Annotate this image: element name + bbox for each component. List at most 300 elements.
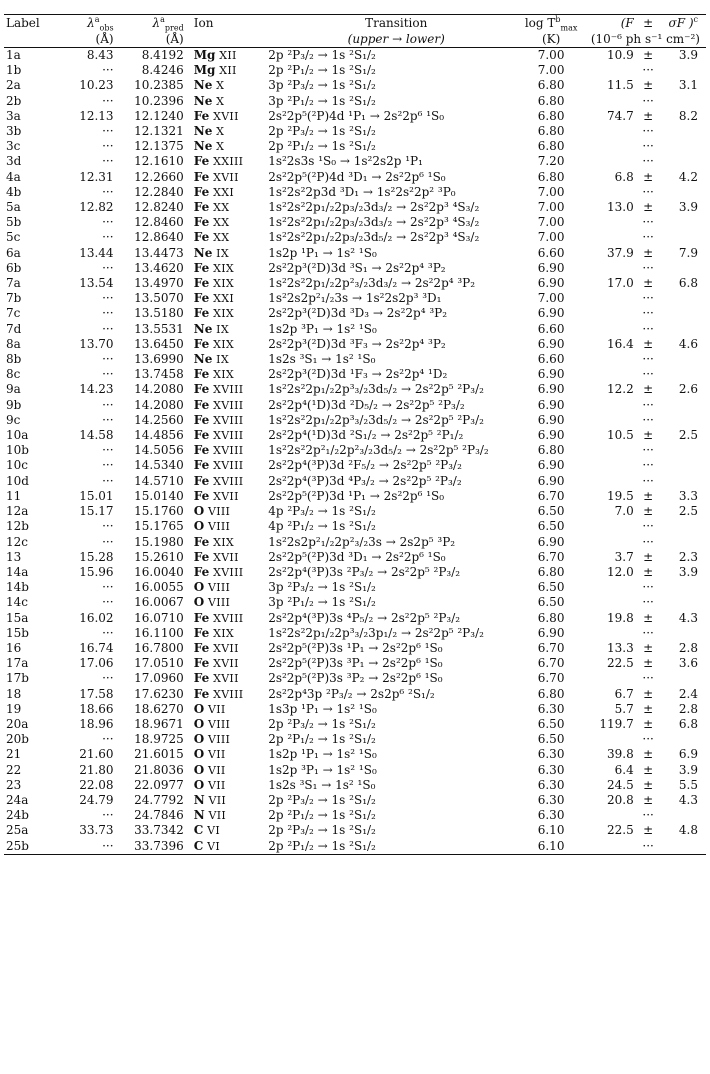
row-lambda-pred: 12.1240 xyxy=(134,108,184,123)
row-ion xyxy=(188,595,266,610)
row-log-tmax: 7.00 xyxy=(537,200,565,215)
row-label: 10c xyxy=(6,458,28,473)
row-lambda-pred: 13.6990 xyxy=(134,352,184,367)
ion-stage: XVIII xyxy=(213,474,244,488)
ion-element: Ne xyxy=(193,78,213,93)
row-plusminus: ··· xyxy=(642,732,654,747)
row-ion xyxy=(188,732,266,747)
row-lambda-pred: 12.1321 xyxy=(134,124,184,139)
row-plusminus: ± xyxy=(643,640,654,655)
row-sigma-flux xyxy=(661,322,707,337)
row-lambda-pred: 33.7396 xyxy=(134,838,184,853)
row-plusminus: ± xyxy=(643,200,654,215)
row-transition: 2s²2p⁴(¹D)3d ²S₁/₂ → 2s²2p⁵ ²P₁/₂ xyxy=(268,428,464,443)
row-plusminus: ··· xyxy=(642,397,654,412)
row-lambda-obs: ··· xyxy=(102,367,114,382)
ion-stage: XVIII xyxy=(213,459,244,473)
row-lambda-obs: ··· xyxy=(102,595,114,610)
row-transition: 2s²2p³(²D)3d ¹F₃ → 2s²2p⁴ ¹D₂ xyxy=(268,367,448,382)
ion-element: O xyxy=(193,732,205,747)
row-flux: 22.5 xyxy=(607,823,634,838)
table-row xyxy=(4,808,706,823)
row-lambda-obs: 22.08 xyxy=(79,777,114,792)
row-ion xyxy=(188,215,266,230)
row-lambda-obs: ··· xyxy=(102,321,114,336)
table-row xyxy=(4,382,706,397)
row-log-tmax: 6.30 xyxy=(537,701,565,716)
ion-element: Fe xyxy=(193,412,210,427)
row-ion xyxy=(188,519,266,534)
row-sigma-flux: 6.8 xyxy=(678,716,698,731)
ion-element: Ne xyxy=(193,352,213,367)
row-plusminus: ± xyxy=(643,428,654,443)
row-lambda-pred: 13.6450 xyxy=(134,336,184,351)
row-lambda-pred: 15.0140 xyxy=(134,488,184,503)
ion-stage: VII xyxy=(208,748,226,762)
row-lambda-pred: 18.6270 xyxy=(134,701,184,716)
row-transition: 1s2p ¹P₁ → 1s² ¹S₀ xyxy=(268,747,377,762)
row-lambda-pred: 10.2385 xyxy=(134,78,184,93)
row-label: 9c xyxy=(6,412,21,427)
row-lambda-obs: ··· xyxy=(102,154,114,169)
table-row xyxy=(4,322,706,337)
ion-element: Fe xyxy=(193,291,210,306)
ion-stage: XIX xyxy=(213,277,234,291)
ion-element: Fe xyxy=(193,230,210,245)
row-label: 9a xyxy=(6,382,21,397)
row-lambda-obs: 14.58 xyxy=(79,428,114,443)
row-flux xyxy=(578,580,636,595)
ion-stage: XIX xyxy=(213,337,234,351)
row-label: 1b xyxy=(6,63,22,78)
table-row xyxy=(4,246,706,261)
table-row xyxy=(4,626,706,641)
ion-stage: XXI xyxy=(213,292,234,306)
row-label: 10a xyxy=(6,428,29,443)
row-lambda-obs: 17.06 xyxy=(79,656,114,671)
row-lambda-obs: ··· xyxy=(102,534,114,549)
row-lambda-obs: ··· xyxy=(102,230,114,245)
row-ion xyxy=(188,170,266,185)
row-lambda-obs: ··· xyxy=(102,93,114,108)
row-plusminus: ··· xyxy=(642,625,654,640)
table-row xyxy=(4,732,706,747)
row-transition: 1s2s ³S₁ → 1s² ¹S₀ xyxy=(268,352,376,367)
row-label: 18 xyxy=(6,686,22,701)
row-lambda-obs: 33.73 xyxy=(79,823,114,838)
row-ion xyxy=(188,322,266,337)
row-ion xyxy=(188,291,266,306)
ion-stage: XVIII xyxy=(213,398,244,412)
row-transition: 1s2s ³S₁ → 1s² ¹S₀ xyxy=(268,777,376,792)
row-plusminus: ± xyxy=(643,48,654,62)
ion-stage: XVIII xyxy=(213,565,244,579)
ion-element: Fe xyxy=(193,656,210,671)
ion-element: Fe xyxy=(193,108,210,123)
row-plusminus: ··· xyxy=(642,352,654,367)
ion-element: Fe xyxy=(193,397,210,412)
table-row xyxy=(4,63,706,78)
row-sigma-flux: 4.2 xyxy=(678,169,698,184)
ion-stage: IX xyxy=(216,322,229,336)
row-ion xyxy=(188,687,266,702)
row-lambda-pred: 16.0710 xyxy=(134,610,184,625)
table-row xyxy=(4,474,706,489)
row-flux: 74.7 xyxy=(607,108,634,123)
row-flux xyxy=(578,261,636,276)
row-log-tmax: 6.90 xyxy=(537,276,565,291)
ion-stage: XXI xyxy=(213,185,234,199)
row-flux: 11.5 xyxy=(607,78,634,93)
row-transition: 1s²2s3s ¹S₀ → 1s²2s2p ¹P₁ xyxy=(268,154,423,169)
row-label: 7c xyxy=(6,306,21,321)
row-ion xyxy=(188,200,266,215)
row-flux: 22.5 xyxy=(607,656,634,671)
row-ion xyxy=(188,428,266,443)
row-transition: 2p ²P₁/₂ → 1s ²S₁/₂ xyxy=(268,63,376,78)
row-plusminus: ± xyxy=(643,276,654,291)
row-ion xyxy=(188,109,266,124)
ion-stage: VII xyxy=(208,702,226,716)
row-ion xyxy=(188,535,266,550)
ion-stage: XVII xyxy=(213,550,239,564)
row-sigma-flux xyxy=(661,154,707,169)
row-ion xyxy=(188,306,266,321)
row-ion xyxy=(188,154,266,169)
ion-stage: XVIII xyxy=(213,383,244,397)
row-plusminus: ± xyxy=(643,549,654,564)
ion-stage: XIX xyxy=(213,368,234,382)
row-sigma-flux xyxy=(661,458,707,473)
row-log-tmax: 6.90 xyxy=(537,260,565,275)
ion-element: O xyxy=(193,747,205,762)
row-lambda-pred: 12.8460 xyxy=(134,215,184,230)
row-log-tmax: 6.30 xyxy=(537,762,565,777)
row-flux: 12.2 xyxy=(607,382,634,397)
row-log-tmax: 6.50 xyxy=(537,732,565,747)
table-row xyxy=(4,337,706,352)
row-lambda-pred: 13.5070 xyxy=(134,291,184,306)
row-ion xyxy=(188,139,266,154)
row-sigma-flux: 2.6 xyxy=(678,382,698,397)
row-plusminus: ··· xyxy=(642,412,654,427)
ion-element: Fe xyxy=(193,336,210,351)
row-log-tmax: 6.70 xyxy=(537,640,565,655)
row-transition: 2p ²P₁/₂ → 1s ²S₁/₂ xyxy=(268,732,376,747)
ion-element: Fe xyxy=(193,473,210,488)
row-sigma-flux xyxy=(661,413,707,428)
row-sigma-flux: 2.8 xyxy=(678,701,698,716)
row-ion xyxy=(188,778,266,793)
table-body xyxy=(4,48,706,854)
table-row xyxy=(4,48,706,64)
row-sigma-flux xyxy=(661,185,707,200)
row-plusminus: ··· xyxy=(642,519,654,534)
ion-stage: VIII xyxy=(208,733,231,747)
table-row xyxy=(4,276,706,291)
row-lambda-obs: 18.96 xyxy=(79,716,114,731)
row-flux xyxy=(578,535,636,550)
row-log-tmax: 6.50 xyxy=(537,595,565,610)
row-lambda-pred: 16.0067 xyxy=(134,595,184,610)
row-sigma-flux: 2.4 xyxy=(678,686,698,701)
ion-stage: IX xyxy=(216,353,229,367)
ion-stage: XIX xyxy=(213,535,234,549)
ion-stage: VIII xyxy=(208,505,231,519)
row-transition: 2p ²P₁/₂ → 1s ²S₁/₂ xyxy=(268,139,376,154)
ion-element: Mg xyxy=(193,63,216,78)
row-plusminus: ± xyxy=(643,747,654,762)
row-plusminus: ± xyxy=(643,777,654,792)
row-ion xyxy=(188,230,266,245)
table-row xyxy=(4,702,706,717)
ion-element: Fe xyxy=(193,458,210,473)
row-log-tmax: 6.70 xyxy=(537,671,565,686)
row-lambda-pred: 18.9671 xyxy=(134,716,184,731)
table-row xyxy=(4,170,706,185)
table-row xyxy=(4,565,706,580)
line-list-table-container xyxy=(4,14,706,855)
row-flux: 20.8 xyxy=(607,792,634,807)
row-flux: 6.8 xyxy=(614,169,634,184)
row-log-tmax: 6.90 xyxy=(537,397,565,412)
header-unit-pred: (Å) xyxy=(165,32,184,46)
ion-element: Fe xyxy=(193,488,210,503)
row-ion xyxy=(188,185,266,200)
ion-element: Fe xyxy=(193,260,210,275)
row-transition: 2s²2p⁴(³P)3d ²F₅/₂ → 2s²2p⁵ ²P₃/₂ xyxy=(268,458,462,473)
row-transition: 2s²2p⁵(²P)4d ³D₁ → 2s²2p⁶ ¹S₀ xyxy=(268,169,446,184)
row-flux: 39.8 xyxy=(607,747,634,762)
row-ion xyxy=(188,793,266,808)
row-label: 24a xyxy=(6,792,29,807)
row-ion xyxy=(188,808,266,823)
row-transition: 1s²2s2p²₁/₂2p²₃/₂3s → 2s2p⁵ ³P₂ xyxy=(268,534,456,549)
row-lambda-pred: 18.9725 xyxy=(134,732,184,747)
row-sigma-flux: 2.3 xyxy=(678,549,698,564)
row-transition: 2p ²P₃/₂ → 1s ²S₁/₂ xyxy=(268,48,376,62)
ion-stage: XVIII xyxy=(213,413,244,427)
row-label: 23 xyxy=(6,777,22,792)
row-label: 22 xyxy=(6,762,22,777)
row-plusminus: ··· xyxy=(642,291,654,306)
row-flux xyxy=(578,185,636,200)
row-lambda-pred: 12.2660 xyxy=(134,169,184,184)
row-transition: 2s²2p⁵(²P)3d ¹P₁ → 2s²2p⁶ ¹S₀ xyxy=(268,488,445,503)
row-label: 15a xyxy=(6,610,29,625)
row-lambda-pred: 24.7792 xyxy=(134,792,184,807)
ion-stage: VIII xyxy=(208,520,231,534)
table-row xyxy=(4,793,706,808)
row-transition: 1s²2s²2p3d ³D₁ → 1s²2s²2p² ³P₀ xyxy=(268,184,456,199)
row-log-tmax: 6.90 xyxy=(537,428,565,443)
row-plusminus: ··· xyxy=(642,838,654,853)
ion-element: O xyxy=(193,580,205,595)
row-plusminus: ··· xyxy=(642,260,654,275)
row-log-tmax: 6.10 xyxy=(537,838,565,853)
row-label: 20a xyxy=(6,716,29,731)
row-label: 4a xyxy=(6,169,21,184)
row-plusminus: ± xyxy=(643,610,654,625)
row-sigma-flux xyxy=(661,595,707,610)
row-plusminus: ··· xyxy=(642,473,654,488)
row-plusminus: ± xyxy=(643,701,654,716)
row-lambda-obs: ··· xyxy=(102,412,114,427)
row-log-tmax: 6.80 xyxy=(537,139,565,154)
row-log-tmax: 6.50 xyxy=(537,519,565,534)
header-flux: (F xyxy=(620,16,634,30)
row-lambda-obs: ··· xyxy=(102,397,114,412)
row-log-tmax: 7.00 xyxy=(537,291,565,306)
row-flux: 10.5 xyxy=(607,428,634,443)
row-lambda-pred: 8.4192 xyxy=(141,48,184,62)
row-transition: 1s2p ¹P₁ → 1s² ¹S₀ xyxy=(268,245,377,260)
row-log-tmax: 6.80 xyxy=(537,78,565,93)
header-sigma-flux: σF )$^c$ xyxy=(668,15,698,30)
table-row xyxy=(4,94,706,109)
row-lambda-pred: 16.0055 xyxy=(134,580,184,595)
row-label: 8b xyxy=(6,352,22,367)
row-label: 25b xyxy=(6,838,29,853)
table-row xyxy=(4,200,706,215)
row-sigma-flux xyxy=(661,230,707,245)
row-transition: 2s²2p⁵(²P)3s ³P₂ → 2s²2p⁶ ¹S₀ xyxy=(268,671,443,686)
ion-element: Ne xyxy=(193,124,213,139)
row-transition: 2p ²P₁/₂ → 1s ²S₁/₂ xyxy=(268,808,376,823)
row-ion xyxy=(188,671,266,686)
row-flux xyxy=(578,154,636,169)
row-flux xyxy=(578,367,636,382)
row-plusminus: ± xyxy=(643,336,654,351)
row-ion xyxy=(188,413,266,428)
row-lambda-pred: 14.2080 xyxy=(134,382,184,397)
row-lambda-pred: 14.5056 xyxy=(134,443,184,458)
row-sigma-flux xyxy=(661,535,707,550)
table-row xyxy=(4,823,706,838)
row-plusminus: ± xyxy=(643,686,654,701)
ion-stage: XVII xyxy=(213,657,239,671)
row-log-tmax: 7.00 xyxy=(537,215,565,230)
row-plusminus: ··· xyxy=(642,458,654,473)
ion-element: Ne xyxy=(193,245,213,260)
row-transition: 1s²2s²2p²₁/₂2p²₃/₂3d₅/₂ → 2s²2p⁵ ²P₃/₂ xyxy=(268,443,489,458)
ion-stage: XII xyxy=(219,64,237,78)
ion-element: Fe xyxy=(193,671,210,686)
row-ion xyxy=(188,276,266,291)
table-row xyxy=(4,611,706,626)
row-label: 12c xyxy=(6,534,28,549)
row-log-tmax: 6.60 xyxy=(537,321,565,336)
row-ion xyxy=(188,611,266,626)
row-flux: 19.8 xyxy=(607,610,634,625)
row-lambda-pred: 15.1760 xyxy=(134,504,184,519)
row-lambda-obs: 13.70 xyxy=(79,336,114,351)
row-lambda-obs: ··· xyxy=(102,473,114,488)
row-plusminus: ··· xyxy=(642,306,654,321)
row-flux xyxy=(578,322,636,337)
row-flux xyxy=(578,352,636,367)
row-lambda-pred: 13.5180 xyxy=(134,306,184,321)
row-transition: 2s²2p⁵(²P)3s ¹P₁ → 2s²2p⁶ ¹S₀ xyxy=(268,640,443,655)
row-plusminus: ··· xyxy=(642,534,654,549)
row-log-tmax: 6.90 xyxy=(537,336,565,351)
row-sigma-flux: 2.8 xyxy=(678,640,698,655)
row-log-tmax: 6.60 xyxy=(537,352,565,367)
row-lambda-pred: 33.7342 xyxy=(134,823,184,838)
row-sigma-flux xyxy=(661,261,707,276)
ion-element: O xyxy=(193,762,205,777)
row-label: 14b xyxy=(6,580,29,595)
row-ion xyxy=(188,656,266,671)
row-lambda-obs: ··· xyxy=(102,139,114,154)
ion-element: Mg xyxy=(193,48,216,62)
row-lambda-pred: 17.0960 xyxy=(134,671,184,686)
row-sigma-flux: 3.9 xyxy=(678,762,698,777)
row-lambda-obs: 15.28 xyxy=(79,549,114,564)
row-lambda-obs: 10.23 xyxy=(79,78,114,93)
table-row xyxy=(4,778,706,793)
row-lambda-obs: 12.13 xyxy=(79,108,114,123)
row-ion xyxy=(188,443,266,458)
row-lambda-obs: 15.96 xyxy=(79,564,114,579)
row-log-tmax: 6.90 xyxy=(537,412,565,427)
row-sigma-flux: 3.9 xyxy=(678,564,698,579)
row-label: 3d xyxy=(6,154,22,169)
row-lambda-pred: 12.1375 xyxy=(134,139,184,154)
row-lambda-pred: 16.0040 xyxy=(134,564,184,579)
ion-element: Fe xyxy=(193,625,210,640)
row-lambda-obs: ··· xyxy=(102,519,114,534)
row-transition: 2s²2p⁴(³P)3s ⁴P₅/₂ → 2s²2p⁵ ²P₃/₂ xyxy=(268,610,461,625)
ion-element: Ne xyxy=(193,139,213,154)
ion-element: Fe xyxy=(193,200,210,215)
row-transition: 1s²2s2p²₁/₂3s → 1s²2s2p³ ³D₁ xyxy=(268,291,442,306)
table-row xyxy=(4,428,706,443)
row-transition: 1s²2s²2p₁/₂2p₃/₂3d₃/₂ → 2s²2p³ ⁴S₃/₂ xyxy=(268,215,480,230)
ion-stage: VI xyxy=(207,839,221,853)
row-label: 9b xyxy=(6,397,22,412)
row-transition: 2s²2p³(²D)3d ³D₃ → 2s²2p⁴ ³P₂ xyxy=(268,306,448,321)
row-label: 7d xyxy=(6,321,22,336)
row-ion xyxy=(188,78,266,93)
row-log-tmax: 6.30 xyxy=(537,777,565,792)
row-flux: 24.5 xyxy=(607,777,634,792)
row-plusminus: ··· xyxy=(642,230,654,245)
row-ion xyxy=(188,337,266,352)
table-row xyxy=(4,367,706,382)
header-lambda-obs: $\lambda^a_{obs}$ xyxy=(87,15,114,33)
row-lambda-pred: 14.5340 xyxy=(134,458,184,473)
row-flux xyxy=(578,808,636,823)
row-lambda-obs: ··· xyxy=(102,625,114,640)
ion-element: Fe xyxy=(193,640,210,655)
row-plusminus: ··· xyxy=(642,93,654,108)
row-sigma-flux: 4.3 xyxy=(678,610,698,625)
row-transition: 2s²2p⁴(¹D)3d ²D₅/₂ → 2s²2p⁵ ²P₃/₂ xyxy=(268,397,465,412)
row-lambda-pred: 12.1610 xyxy=(134,154,184,169)
row-ion xyxy=(188,839,266,854)
ion-element: Ne xyxy=(193,321,213,336)
header-row-1 xyxy=(4,15,706,31)
ion-stage: VIII xyxy=(208,717,231,731)
row-plusminus: ± xyxy=(643,656,654,671)
table-row xyxy=(4,443,706,458)
ion-stage: VII xyxy=(208,809,227,823)
row-sigma-flux xyxy=(661,352,707,367)
row-sigma-flux: 4.8 xyxy=(678,823,698,838)
row-flux: 37.9 xyxy=(607,245,634,260)
ion-element: N xyxy=(193,808,205,823)
